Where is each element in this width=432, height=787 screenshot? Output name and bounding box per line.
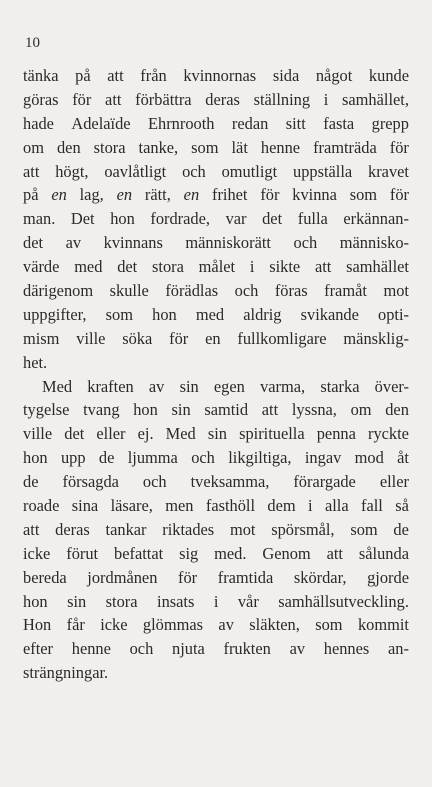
text-line: de försagda och tveksamma, förargade eller	[23, 472, 409, 492]
text-line: att högt, oavlåtligt och omutligt uppställa kravet	[23, 161, 409, 181]
text-line: göras för att förbättra deras ställning i samhället,	[23, 89, 409, 109]
text-line: värde med det stora målet i sikte att samhället	[23, 257, 409, 277]
text-line: Hon får icke glömmas av släkten, som kommit	[23, 615, 409, 635]
text-line: mism ville söka för en fullkomligare mänsklig-	[23, 328, 409, 348]
text-line: tänka på att från kvinnornas sida något kunde	[23, 66, 409, 85]
text-line: att deras tankar riktades mot spörsmål, som de	[23, 519, 409, 539]
text-line: ville det eller ej. Med sin spirituella penna ryckte	[23, 424, 409, 444]
text-line: uppgifter, som hon med aldrig svikande opti-	[23, 304, 409, 324]
text-line: het.	[23, 352, 48, 372]
text-line: roade sina läsare, men fasthöll dem i alla fall så	[23, 496, 409, 516]
text-line: därigenom skulle förädlas och föras framåt mot	[23, 281, 409, 301]
text-line: icke förut befattat sig med. Genom att sålunda	[23, 543, 409, 563]
text-line: hon sin stora insats i vår samhällsutveckling.	[23, 591, 409, 611]
text-line: strängningar.	[23, 663, 109, 683]
paragraph	[23, 64, 409, 375]
body-text	[23, 64, 409, 685]
text-line: bereda jordmånen för framtida skördar, gjorde	[23, 567, 409, 587]
text-line: om den stora tanke, som lät henne framträda för	[23, 137, 409, 157]
page-number: 10	[25, 35, 40, 51]
paragraph	[23, 375, 409, 686]
text-line: på en lag, en rätt, en frihet för kvinna som för	[23, 185, 409, 205]
text-line: hade Adelaïde Ehrnrooth redan sitt fasta grepp	[23, 113, 409, 133]
text-line: man. Det hon fordrade, var det fulla erkännan-	[23, 209, 409, 229]
text-line: tygelse tvang hon sin samtid att lyssna, om den	[23, 400, 409, 420]
text-line: efter henne och njuta frukten av hennes an-	[23, 639, 409, 659]
text-line: Med kraften av sin egen varma, starka över-	[42, 376, 409, 396]
text-line: det av kvinnans människorätt och människo-	[23, 233, 409, 253]
text-line: hon upp de ljumma och likgiltiga, ingav mod åt	[23, 448, 409, 468]
